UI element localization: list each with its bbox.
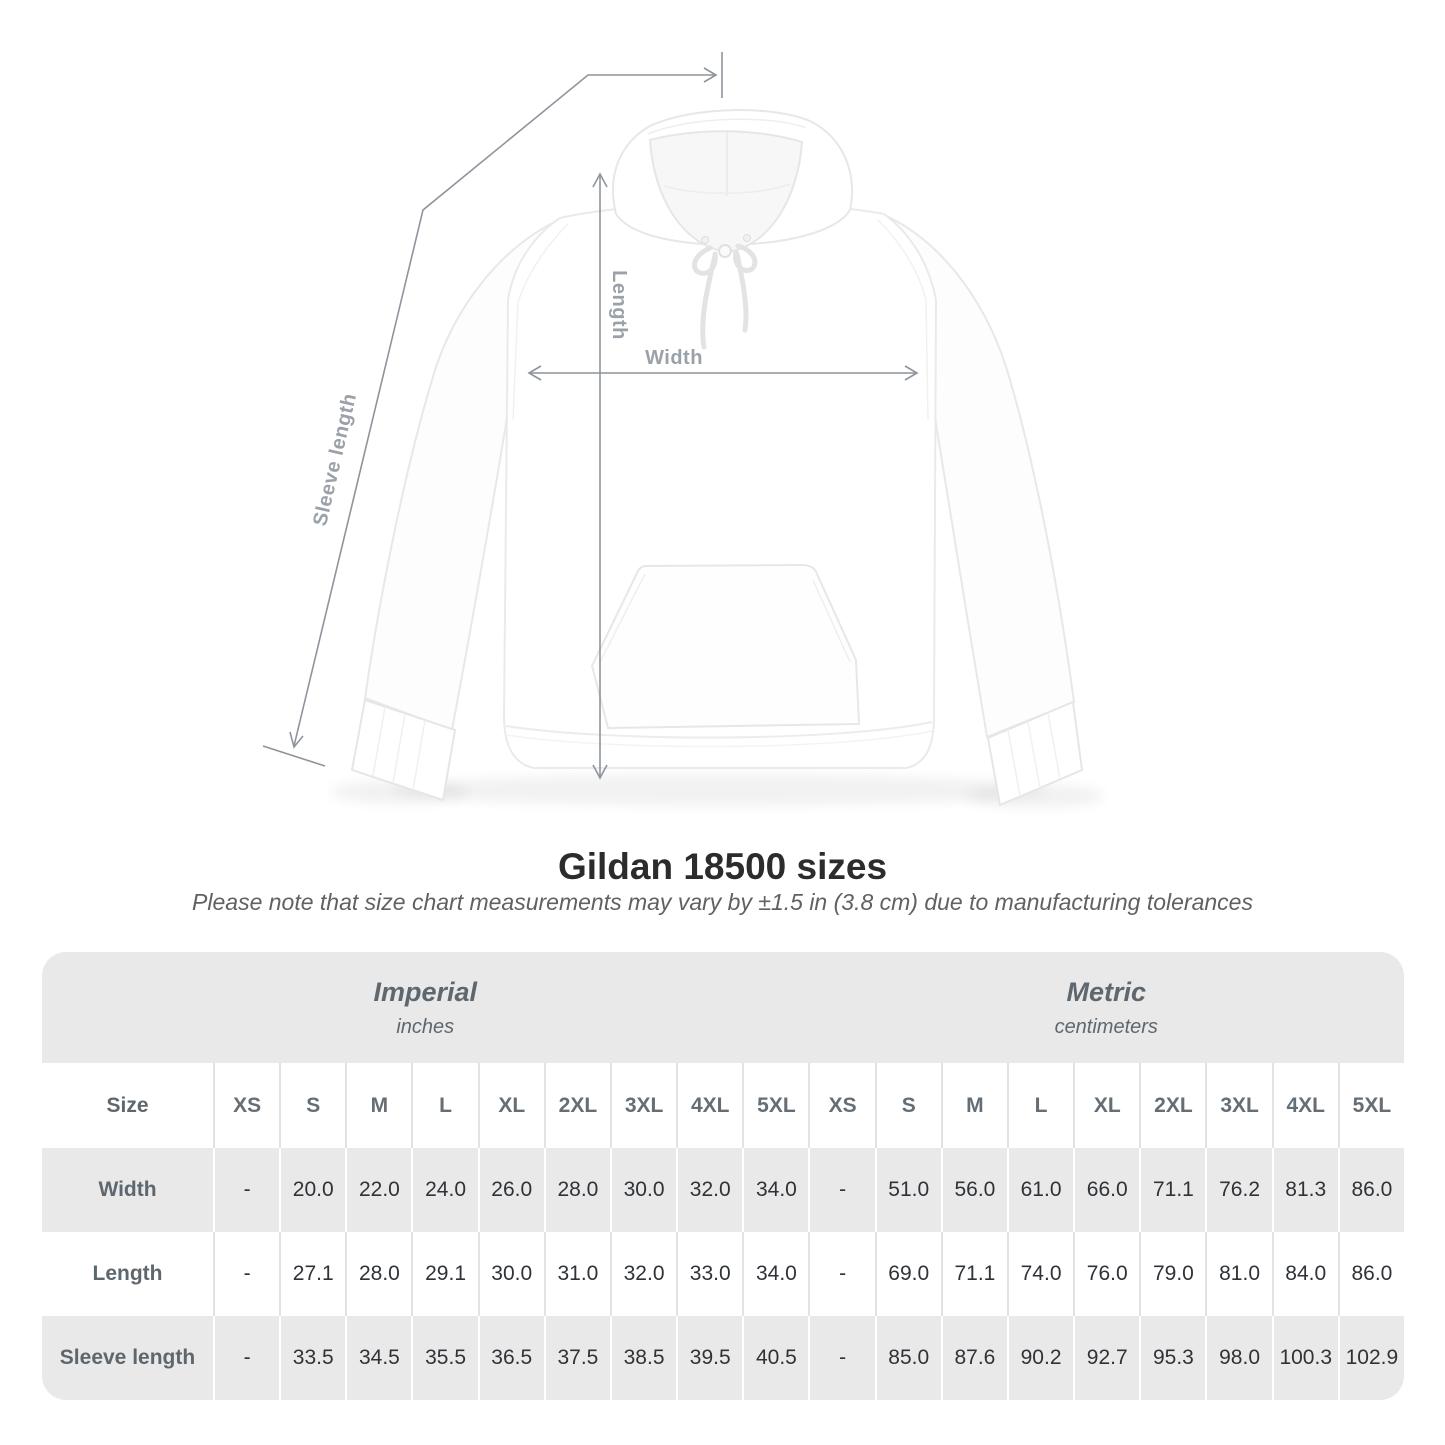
cell-imperial-3xl: 38.5 xyxy=(610,1316,676,1400)
drawstring-knot xyxy=(719,245,731,257)
col-header-metric-m: M xyxy=(941,1063,1007,1148)
row-label: Sleeve length xyxy=(59,1346,196,1369)
cell-imperial-5xl: 34.0 xyxy=(742,1232,808,1316)
cell-imperial-4xl: 32.0 xyxy=(676,1148,742,1232)
cell-imperial-4xl: 39.5 xyxy=(676,1316,742,1400)
sleeve-length-label: Sleeve length xyxy=(309,391,362,529)
table-row-length xyxy=(42,1232,1404,1316)
kangaroo-pocket xyxy=(592,565,859,728)
cell-imperial-2xl: 31.0 xyxy=(544,1232,610,1316)
cell-imperial-s: 27.1 xyxy=(279,1232,345,1316)
cell-metric-3xl: 76.2 xyxy=(1205,1148,1271,1232)
col-header-imperial-s: S xyxy=(279,1063,345,1148)
col-header-imperial-5xl: 5XL xyxy=(742,1063,808,1148)
cell-metric-4xl: 100.3 xyxy=(1272,1316,1338,1400)
imperial-group-unit: inches xyxy=(396,1015,455,1038)
cell-imperial-l: 24.0 xyxy=(411,1148,477,1232)
cell-imperial-m: 22.0 xyxy=(345,1148,411,1232)
col-header-imperial-xs: XS xyxy=(213,1063,279,1148)
unit-header-row xyxy=(42,952,1404,1063)
cell-metric-2xl: 79.0 xyxy=(1139,1232,1205,1316)
length-label: Length xyxy=(608,270,630,340)
cell-imperial-3xl: 30.0 xyxy=(610,1148,676,1232)
table-row-width xyxy=(42,1148,1404,1232)
cell-imperial-2xl: 28.0 xyxy=(544,1148,610,1232)
metric-group-title: Metric xyxy=(1066,976,1147,1007)
cell-metric-5xl: 102.9 xyxy=(1338,1316,1404,1400)
cell-metric-5xl: 86.0 xyxy=(1338,1232,1404,1316)
cell-metric-4xl: 81.3 xyxy=(1272,1148,1338,1232)
page-title: Gildan 18500 sizes xyxy=(557,846,888,887)
row-label: Length xyxy=(92,1262,163,1285)
width-label: Width xyxy=(645,347,703,369)
cell-imperial-l: 35.5 xyxy=(411,1316,477,1400)
metric-group-unit: centimeters xyxy=(1054,1015,1158,1038)
imperial-group-header xyxy=(42,952,809,1063)
tolerance-note: Please note that size chart measurements may vary by ±1.5 in (3.8 cm) due to manufacturing tolerances xyxy=(192,889,1253,915)
cell-metric-xl: 92.7 xyxy=(1073,1316,1139,1400)
cell-metric-xs: - xyxy=(808,1232,874,1316)
cell-metric-xs: - xyxy=(808,1148,874,1232)
cell-imperial-s: 33.5 xyxy=(279,1316,345,1400)
right-eyelet xyxy=(744,235,751,242)
cell-imperial-xs: - xyxy=(213,1148,279,1232)
cell-imperial-xl: 36.5 xyxy=(478,1316,544,1400)
cell-metric-s: 69.0 xyxy=(875,1232,941,1316)
hoodie-illustration xyxy=(330,110,1105,808)
cell-imperial-4xl: 33.0 xyxy=(676,1232,742,1316)
col-header-metric-4xl: 4XL xyxy=(1272,1063,1338,1148)
size-chart-table xyxy=(42,952,1404,1400)
cell-metric-l: 90.2 xyxy=(1007,1316,1073,1400)
cell-imperial-xs: - xyxy=(213,1316,279,1400)
row-label: Width xyxy=(98,1178,157,1201)
cell-metric-m: 56.0 xyxy=(941,1148,1007,1232)
cell-metric-2xl: 95.3 xyxy=(1139,1316,1205,1400)
col-header-imperial-2xl: 2XL xyxy=(544,1063,610,1148)
cell-metric-3xl: 98.0 xyxy=(1205,1316,1271,1400)
col-header-metric-xs: XS xyxy=(808,1063,874,1148)
col-header-imperial-xl: XL xyxy=(478,1063,544,1148)
col-header-size: Size xyxy=(106,1093,149,1117)
col-header-imperial-4xl: 4XL xyxy=(676,1063,742,1148)
cell-metric-xs: - xyxy=(808,1316,874,1400)
cell-metric-s: 85.0 xyxy=(875,1316,941,1400)
cell-metric-2xl: 71.1 xyxy=(1139,1148,1205,1232)
cell-imperial-m: 34.5 xyxy=(345,1316,411,1400)
hoodie-shadow xyxy=(390,774,1050,806)
col-header-imperial-l: L xyxy=(411,1063,477,1148)
cell-metric-5xl: 86.0 xyxy=(1338,1148,1404,1232)
cell-metric-xl: 76.0 xyxy=(1073,1232,1139,1316)
cell-metric-xl: 66.0 xyxy=(1073,1148,1139,1232)
cell-imperial-s: 20.0 xyxy=(279,1148,345,1232)
cell-metric-s: 51.0 xyxy=(875,1148,941,1232)
cell-imperial-l: 29.1 xyxy=(411,1232,477,1316)
cell-imperial-m: 28.0 xyxy=(345,1232,411,1316)
col-header-metric-s: S xyxy=(875,1063,941,1148)
imperial-group-title: Imperial xyxy=(373,976,478,1007)
cell-imperial-3xl: 32.0 xyxy=(610,1232,676,1316)
cell-metric-l: 74.0 xyxy=(1007,1232,1073,1316)
size-header-row xyxy=(42,1063,1404,1148)
left-eyelet xyxy=(702,237,709,244)
col-header-imperial-3xl: 3XL xyxy=(610,1063,676,1148)
metric-group-header xyxy=(809,952,1405,1063)
cell-metric-l: 61.0 xyxy=(1007,1148,1073,1232)
cell-metric-3xl: 81.0 xyxy=(1205,1232,1271,1316)
col-header-metric-2xl: 2XL xyxy=(1139,1063,1205,1148)
cell-imperial-xs: - xyxy=(213,1232,279,1316)
cell-imperial-xl: 30.0 xyxy=(478,1232,544,1316)
cell-metric-m: 87.6 xyxy=(941,1316,1007,1400)
cell-metric-4xl: 84.0 xyxy=(1272,1232,1338,1316)
cell-imperial-5xl: 40.5 xyxy=(742,1316,808,1400)
col-header-metric-3xl: 3XL xyxy=(1205,1063,1271,1148)
table-row-sleeve-length xyxy=(42,1316,1404,1400)
col-header-metric-5xl: 5XL xyxy=(1338,1063,1404,1148)
col-header-metric-l: L xyxy=(1007,1063,1073,1148)
cell-metric-m: 71.1 xyxy=(941,1232,1007,1316)
col-header-metric-xl: XL xyxy=(1073,1063,1139,1148)
cell-imperial-2xl: 37.5 xyxy=(544,1316,610,1400)
cell-imperial-5xl: 34.0 xyxy=(742,1148,808,1232)
col-header-imperial-m: M xyxy=(345,1063,411,1148)
cell-imperial-xl: 26.0 xyxy=(478,1148,544,1232)
